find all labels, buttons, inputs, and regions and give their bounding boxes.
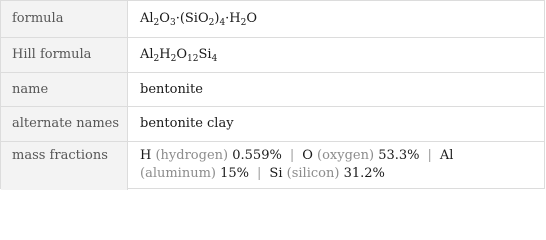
separator: | xyxy=(427,148,432,163)
name-label: name xyxy=(12,82,49,97)
name-value: bentonite xyxy=(140,82,203,97)
alternate-names-value: bentonite clay xyxy=(140,116,234,131)
alternate-names-label: alternate names xyxy=(12,116,120,131)
label-cell xyxy=(1,38,128,72)
mass-fraction-item-element: (aluminum) xyxy=(140,166,216,181)
row-formula xyxy=(1,1,544,37)
mass-fraction-item-symbol: Al xyxy=(439,148,454,163)
row-mass-fractions xyxy=(1,141,544,190)
mass-fraction-item: O (oxygen) 53.3% xyxy=(302,148,420,163)
row-name xyxy=(1,72,544,106)
mass-fraction-item: H (hydrogen) 0.559% xyxy=(140,148,282,163)
mass-fraction-item: Si (silicon) 31.2% xyxy=(269,166,385,181)
hill-formula-value: $Al_2H_2O_{12}Si_4$ xyxy=(140,47,218,64)
separator: | xyxy=(289,148,295,163)
label-cell xyxy=(1,1,128,37)
label-cell xyxy=(1,73,128,106)
label-cell xyxy=(1,142,128,190)
label-cell xyxy=(1,107,128,141)
hill-formula-label: Hill formula xyxy=(12,47,92,62)
row-alternate-names xyxy=(1,106,544,141)
mass-fractions-line-1 xyxy=(140,148,453,163)
formula-value: $Al_2O_3\cdot(SiO_2)_4\cdot H_2O$ xyxy=(140,11,258,28)
mass-fraction-item-value: 15% xyxy=(220,166,250,181)
mass-fractions-label: mass fractions xyxy=(12,148,108,163)
formula-label: formula xyxy=(12,11,64,26)
row-hill-formula xyxy=(1,37,544,72)
separator: | xyxy=(257,166,262,181)
mass-fractions-line-2 xyxy=(140,166,385,181)
